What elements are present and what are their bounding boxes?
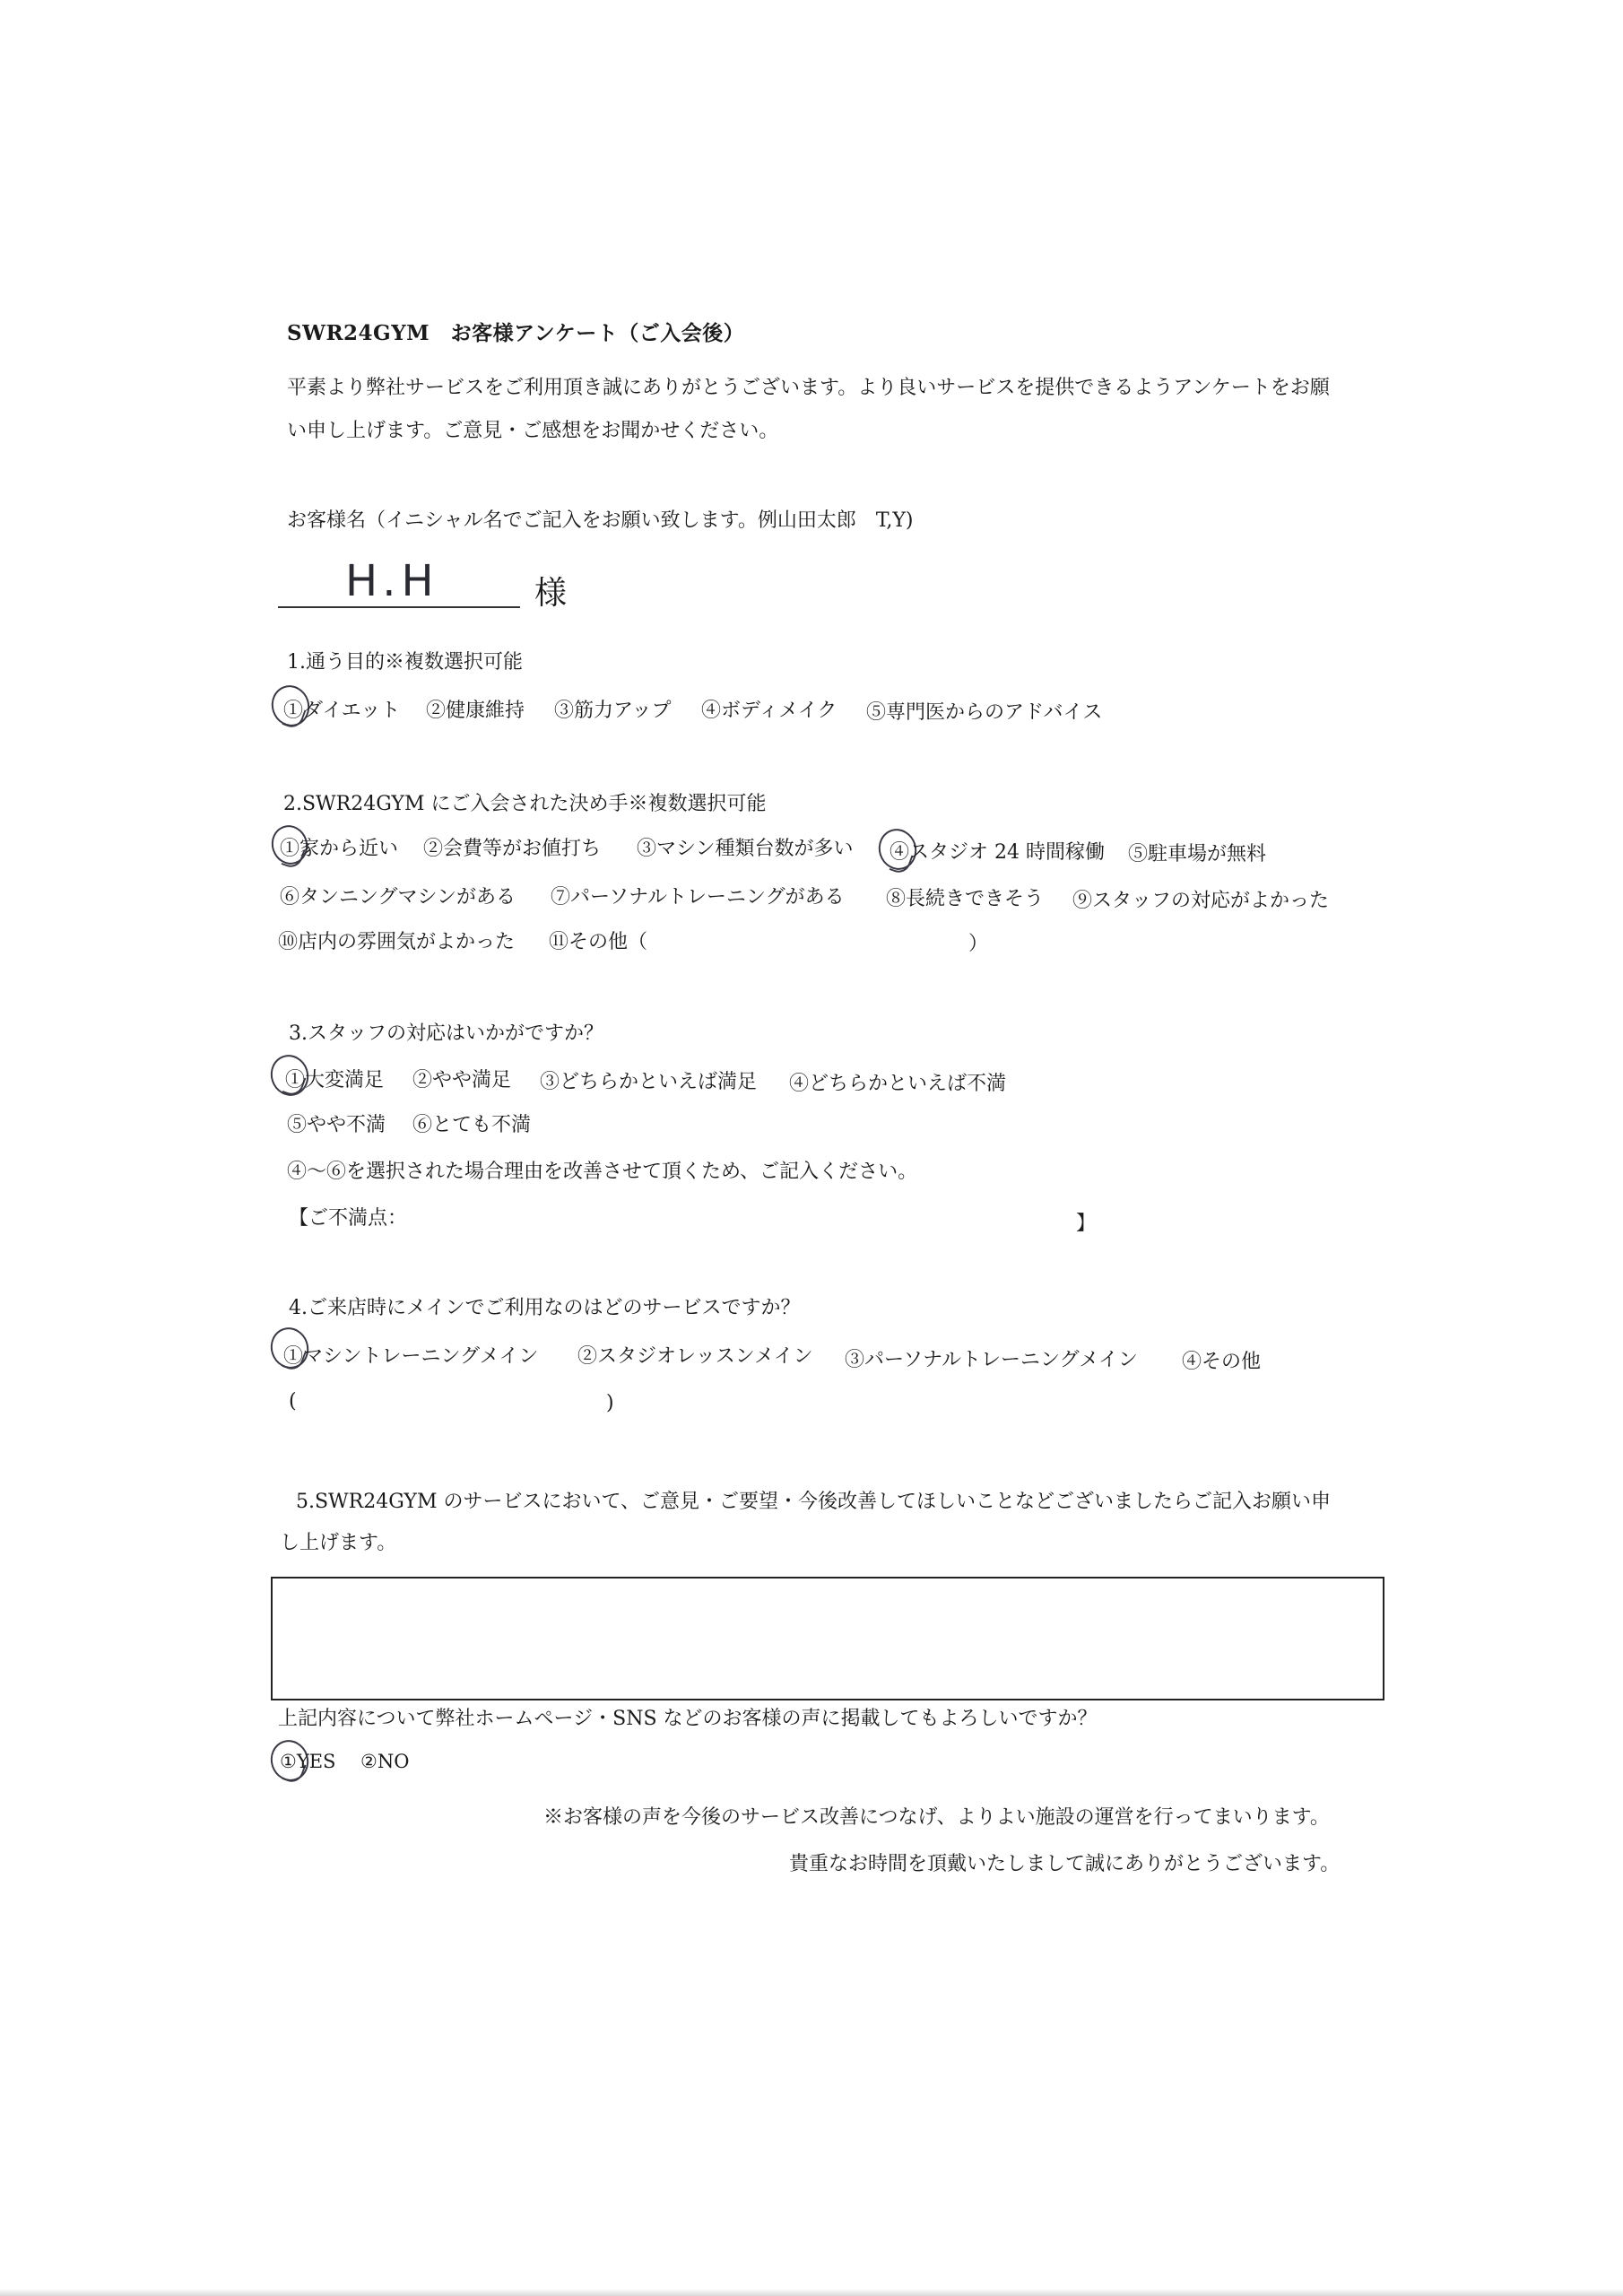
q2-option-9[interactable]: ⑨スタッフの対応がよかった	[1072, 890, 1330, 912]
footer-note-line-1: ※お客様の声を今後のサービス改善につなげ、よりよい施設の運営を行ってまいります。	[543, 1806, 1330, 1829]
publish-question: 上記内容について弊社ホームページ・SNS などのお客様の声に掲載してもよろしいですか？	[278, 1708, 1098, 1730]
q2-option-3[interactable]: ③マシン種類台数が多い	[637, 838, 854, 860]
q1-question: 1.通う目的※複数選択可能	[287, 651, 523, 674]
q2-option-10[interactable]: ⑩店内の雰囲気がよかった	[278, 931, 516, 953]
q2-question: 2.SWR24GYM にご入会された決め手※複数選択可能	[283, 793, 767, 815]
q4-option-1[interactable]: ①マシントレーニングメイン	[283, 1345, 539, 1368]
q3-option-2[interactable]: ②やや満足	[412, 1069, 512, 1091]
footer-note-line-2: 貴重なお時間を頂戴いたしまして誠にありがとうございます。	[789, 1853, 1341, 1875]
q2-option-4[interactable]: ④スタジオ 24 時間稼働	[890, 841, 1105, 864]
publish-option-no[interactable]: ②NO	[360, 1751, 410, 1772]
q1-option-3[interactable]: ③筋力アップ	[554, 700, 672, 722]
q4-other-open-paren: (	[289, 1390, 297, 1413]
q5-feedback-textbox[interactable]	[271, 1577, 1384, 1700]
survey-title: SWR24GYM お客様アンケート（ご入会後）	[287, 321, 745, 345]
q2-option-1[interactable]: ①家から近い	[280, 838, 399, 860]
q2-option-7[interactable]: ⑦パーソナルトレーニングがある	[551, 886, 845, 909]
q3-option-1[interactable]: ①大変満足	[285, 1069, 385, 1091]
q3-complaint-input[interactable]	[430, 1202, 1076, 1232]
q1-option-2[interactable]: ②健康維持	[426, 700, 525, 722]
q1-option-1[interactable]: ①ダイエット	[283, 700, 401, 722]
intro-line-2: い申し上げます。ご意見・ご感想をお聞かせください。	[287, 420, 779, 442]
q4-option-2[interactable]: ②スタジオレッスンメイン	[577, 1345, 813, 1368]
q4-other-input[interactable]	[305, 1387, 601, 1415]
q2-option-6[interactable]: ⑥タンニングマシンがある	[280, 886, 516, 909]
q3-complaint-label: 【ご不満点：	[289, 1207, 408, 1230]
q4-question: 4.ご来店時にメインでご利用なのはどのサービスですか？	[289, 1297, 801, 1319]
q2-option-11[interactable]: ⑪その他（	[549, 931, 648, 953]
q3-question: 3.スタッフの対応はいかがですか？	[289, 1022, 603, 1045]
q4-option-4[interactable]: ④その他	[1182, 1351, 1262, 1373]
q3-option-5[interactable]: ⑤やや不満	[287, 1114, 386, 1136]
intro-line-1: 平素より弊社サービスをご利用頂き誠にありがとうございます。より良いサービスを提供できるようアンケートをお願	[287, 377, 1330, 399]
customer-name-input[interactable]: H.H	[345, 556, 439, 606]
q4-other-close-paren: )	[606, 1392, 614, 1414]
page-bottom-edge	[0, 2289, 1623, 2296]
q2-option-8[interactable]: ⑧長続きできそう	[886, 888, 1045, 910]
q3-complaint-close: 】	[1076, 1213, 1097, 1235]
customer-name-label: お客様名（イニシャル名でご記入をお願い致します。例山田太郎 T,Y)	[287, 509, 914, 532]
q3-option-4[interactable]: ④どちらかといえば不満	[789, 1073, 1007, 1095]
q1-option-5[interactable]: ⑤専門医からのアドバイス	[866, 701, 1103, 724]
q5-question-line-1: 5.SWR24GYM のサービスにおいて、ご意見・ご要望・今後改善してほしいことなどございましたらご記入お願い申	[296, 1491, 1332, 1513]
q5-question-line-2: し上げます。	[280, 1532, 397, 1554]
q3-note: ④～⑥を選択された場合理由を改善させて頂くため、ご記入ください。	[287, 1161, 918, 1183]
q2-option-2[interactable]: ②会費等がお値打ち	[423, 838, 602, 860]
honorific-sama: 様	[534, 575, 568, 612]
q2-option-5[interactable]: ⑤駐車場が無料	[1128, 843, 1267, 865]
q2-other-close-paren: ）	[968, 933, 989, 955]
q1-option-4[interactable]: ④ボディメイク	[701, 700, 838, 722]
q3-option-3[interactable]: ③どちらかといえば満足	[540, 1071, 758, 1093]
q3-option-6[interactable]: ⑥とても不満	[412, 1114, 532, 1136]
q4-option-3[interactable]: ③パーソナルトレーニングメイン	[845, 1349, 1138, 1371]
publish-option-yes[interactable]: ①YES	[280, 1751, 336, 1772]
customer-name-underline	[278, 606, 520, 608]
